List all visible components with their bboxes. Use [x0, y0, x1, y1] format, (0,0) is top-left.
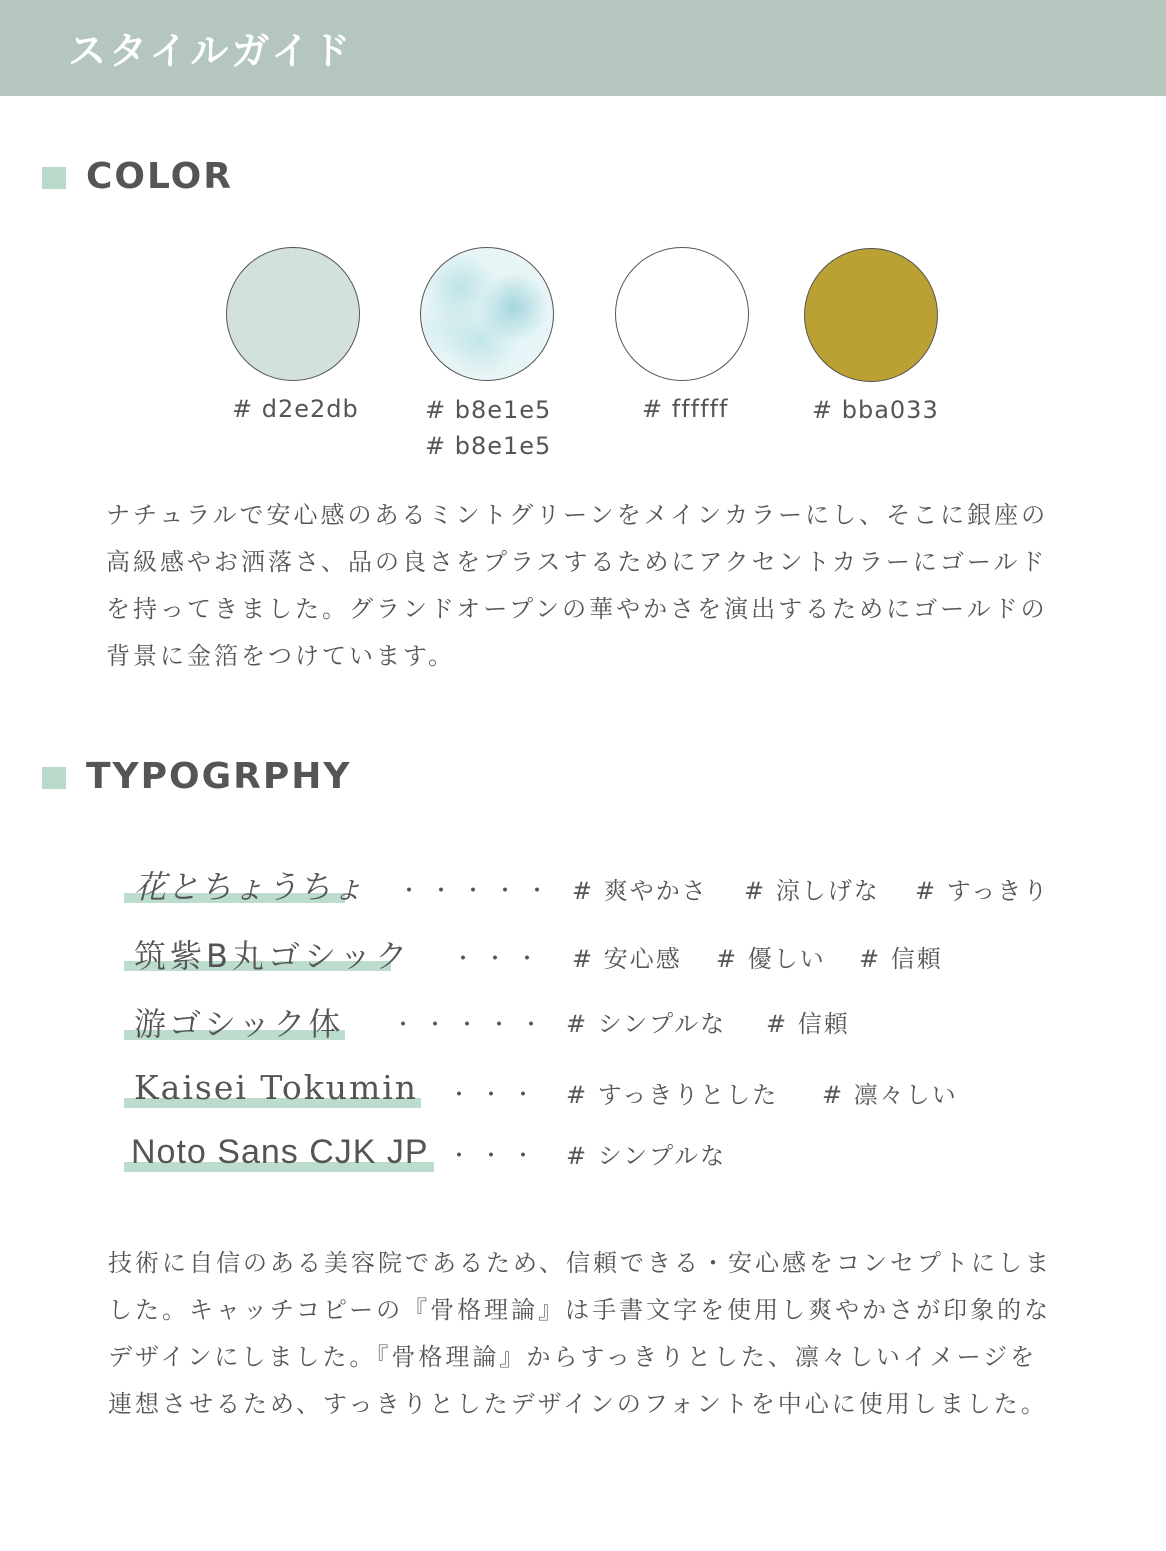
font-tag: # 凛々しい [822, 1081, 958, 1109]
swatch-mint [226, 247, 360, 381]
color-section-title: COLOR [86, 156, 234, 197]
font-tag: # すっきり [915, 877, 1050, 905]
swatch-label-blue: # b8e1e5 [425, 396, 552, 424]
font-row-dots: ・・・ [452, 947, 549, 972]
swatch-label-gold: # bba033 [812, 396, 939, 424]
font-row-dots: ・・・・・ [392, 1013, 553, 1038]
typography-description-line: 連想させるため、すっきりとしたデザインのフォントを中心に使用しました。 [108, 1390, 1048, 1418]
font-name-tsukushi-b-maru-gothic: 筑紫B丸ゴシック [134, 937, 412, 975]
swatch-label-blue-2: # b8e1e5 [425, 432, 552, 460]
swatch-label-mint: # d2e2db [232, 395, 359, 423]
color-description-line: 高級感やお洒落さ、品の良さをプラスするためにアクセントカラーにゴールド [106, 548, 1048, 576]
font-name-noto-sans-cjk-jp: Noto Sans CJK JP [131, 1133, 429, 1171]
font-tag: # シンプルな [566, 1010, 727, 1038]
font-row-dots: ・・・ [448, 1144, 545, 1169]
swatch-white [615, 247, 749, 381]
swatch-label-white: # ffffff [642, 395, 729, 423]
font-tag: # 信頼 [766, 1010, 850, 1038]
font-tag: # 信頼 [859, 945, 943, 973]
font-name-yu-gothic: 游ゴシック体 [134, 1005, 344, 1043]
font-row-dots: ・・・・・ [398, 879, 559, 904]
color-description-line: ナチュラルで安心感のあるミントグリーンをメインカラーにし、そこに銀座の [106, 501, 1049, 529]
typography-section-marker [42, 767, 66, 789]
font-name-kaisei-tokumin: Kaisei Tokumin [134, 1068, 419, 1107]
color-description-line: 背景に金箔をつけています。 [106, 642, 456, 670]
typography-section-title: TYPOGRPHY [86, 756, 352, 797]
font-tag: # 涼しげな [744, 877, 880, 905]
color-section-marker [42, 167, 66, 189]
font-name-hana-to-chouchou: 花とちょうちょ [134, 868, 366, 906]
font-row-dots: ・・・ [448, 1083, 545, 1108]
font-tag: # すっきりとした [566, 1081, 779, 1109]
font-tag: # 安心感 [572, 945, 682, 973]
font-tag: # シンプルな [566, 1142, 727, 1170]
color-description-line: を持ってきました。グランドオープンの華やかさを演出するためにゴールドの [106, 595, 1048, 623]
font-tag: # 優しい [716, 945, 826, 973]
page-title: スタイルガイド [68, 29, 354, 73]
typography-description-line: デザインにしました。『骨格理論』からすっきりとした、凛々しいイメージを [108, 1343, 1038, 1371]
font-tag: # 爽やかさ [572, 877, 708, 905]
typography-description-line: 技術に自信のある美容院であるため、信頼できる・安心感をコンセプトにしま [108, 1249, 1053, 1277]
swatch-gold [804, 248, 938, 382]
header-bar [0, 0, 1166, 96]
typography-description-line: した。キャッチコピーの『骨格理論』は手書文字を使用し爽やかさが印象的な [108, 1296, 1052, 1324]
swatch-watercolor-blue [420, 247, 554, 381]
